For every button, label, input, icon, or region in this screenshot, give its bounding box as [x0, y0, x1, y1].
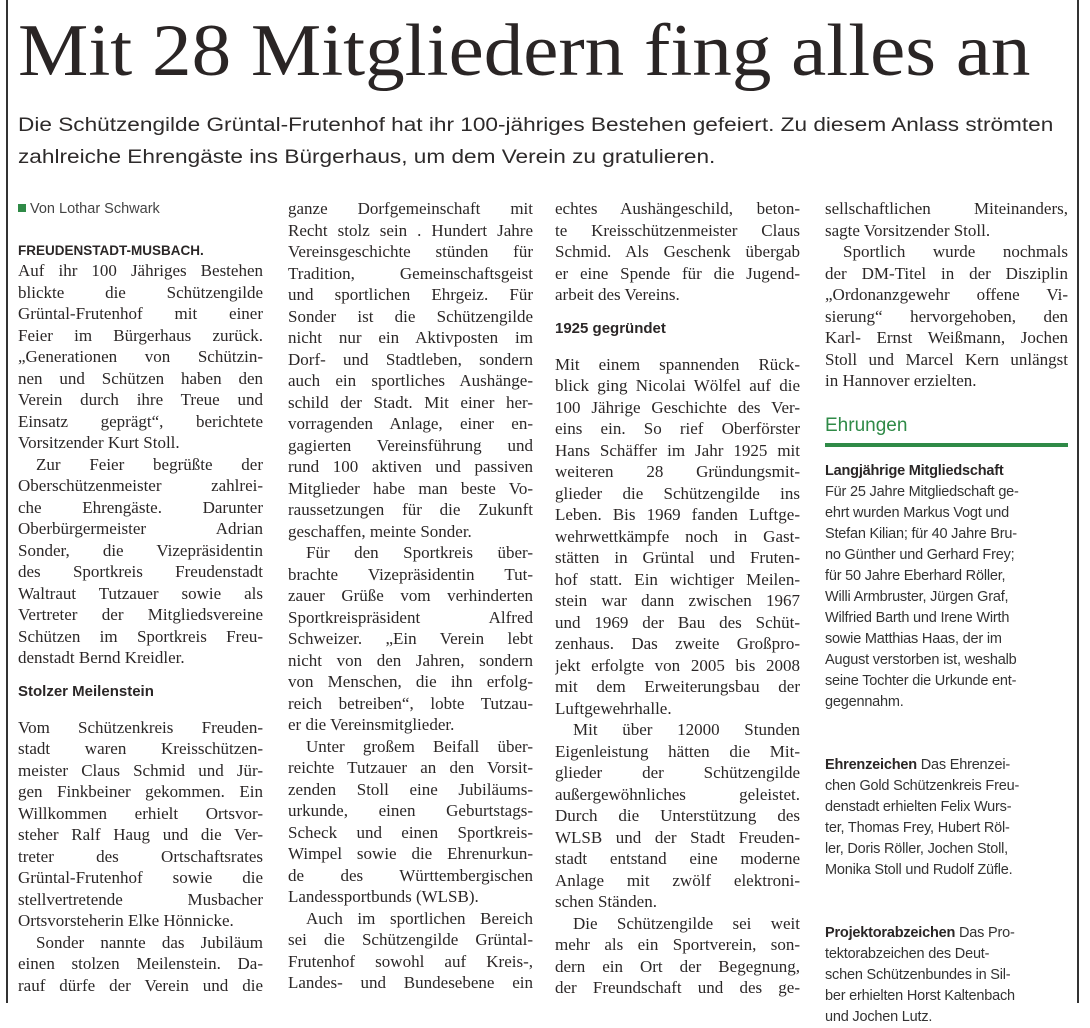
- info-box-line: [825, 860, 1068, 881]
- paragraph-line: Scheck und einen Sportkreis-: [288, 822, 533, 842]
- info-box-line: [825, 797, 1068, 818]
- article-column-4: [825, 198, 1068, 1028]
- paragraph-line: Landessportbunds (WLSB).: [288, 887, 479, 906]
- paragraph-line: geschaffen, meinte Sonder.: [288, 521, 472, 541]
- paragraph-line: che Ehrengäste. Darunter: [18, 497, 263, 517]
- paragraph-line: glieder die Schützengilde ins: [555, 483, 800, 503]
- info-box-lead: Projektorabzeichen: [825, 924, 956, 941]
- paragraph-line: gen Finkbeiner gekommen. Ein: [18, 782, 263, 801]
- info-box-line: [825, 839, 1068, 860]
- subheading-text: Langjährige Mitgliedschaft: [825, 462, 1004, 479]
- info-box-text: ler, Doris Röller, Jochen Stoll,: [825, 840, 1008, 857]
- paragraph-line: Frutenhof sowohl auf Kreis-,: [288, 951, 533, 971]
- paragraph-line: Schweizer. „Ein Verein lebt: [288, 629, 533, 648]
- paragraph-line: „Ordonanzgewehr offene Vi-: [825, 285, 1068, 304]
- paragraph-line: Sonder, die Vizepräsidentin: [18, 540, 263, 560]
- info-box-text: Wilfried Barth und Irene Wirth: [825, 609, 1010, 626]
- info-box-text: Das Ehrenzei-: [916, 756, 1010, 773]
- paragraph-line: 100 Jährige Geschichte des Ver-: [555, 397, 800, 417]
- info-box-text: ehrt wurden Markus Vogt und: [825, 504, 1010, 521]
- info-box-text: sowie Matthias Haas, der im: [825, 630, 1002, 647]
- paragraph-line: Oberschützenmeister zahlrei-: [18, 476, 263, 495]
- paragraph-line: der DM-Titel in der Disziplin: [825, 263, 1068, 283]
- paragraph-line: eins ein. So rief Oberförster: [555, 419, 800, 438]
- paragraph-line: Stoll und Marcel Kern unlängst: [825, 349, 1068, 369]
- paragraph-line: urkunde, einen Geburtstags-: [288, 801, 533, 820]
- paragraph-line: Vertreter der Mitgliedsvereine: [18, 605, 263, 624]
- paragraph-line: stätten in Grüntal und Fruten-: [555, 548, 800, 567]
- paragraph-line: Die Schützengilde sei weit: [573, 913, 800, 933]
- paragraph-line: treter des Ortschaftsrates: [18, 846, 263, 866]
- paragraph-line: Durch die Unterstützung des: [555, 806, 800, 825]
- paragraph-line: ganze Dorfgemeinschaft mit: [288, 199, 533, 218]
- info-box-line: [825, 566, 1068, 587]
- info-box-line: [825, 965, 1068, 986]
- paragraph-line: Unter großem Beifall über-: [306, 736, 533, 756]
- paragraph-line: Sportlich wurde nochmals: [843, 242, 1068, 261]
- info-box-rule: [825, 443, 1068, 447]
- info-box-line: [825, 671, 1068, 692]
- paragraph-line: zenhaus. Das zweite Großpro-: [555, 634, 800, 653]
- subtitle-line: Die Schützengilde Grüntal-Frutenhof hat ihr 100-jähriges Bestehen gefeiert. Zu diesem Anlass strömten: [18, 115, 1054, 136]
- dateline: FREUDENSTADT-MUSBACH.: [18, 243, 204, 258]
- info-box-text: Das Pro-: [955, 924, 1015, 941]
- info-box-line: [825, 923, 1068, 944]
- info-box-line: [825, 818, 1068, 839]
- paragraph-line: Einsatz geprägt“, berichtete: [18, 411, 263, 431]
- info-box-subheading: [825, 461, 1068, 482]
- info-box-line: [825, 944, 1068, 965]
- paragraph-line: Mit einem spannenden Rück-: [555, 354, 800, 374]
- headline: Mit 28 Mitgliedern fing alles an: [18, 10, 1031, 92]
- paragraph-line: Oberbürgermeister Adrian: [18, 519, 263, 538]
- info-box-text: Monika Stoll und Rudolf Züfle.: [825, 861, 1013, 878]
- paragraph-line: Leben. Bis 1969 fanden Luftge-: [555, 505, 800, 524]
- paragraph-line: einen stolzen Meilenstein. Da-: [18, 954, 263, 973]
- paragraph-line: Verein durch ihre Treue und: [18, 390, 263, 409]
- paragraph-line: Tradition, Gemeinschaftsgeist: [288, 263, 533, 283]
- paragraph-line: Anlage mit zwölf elektroni-: [555, 870, 800, 890]
- info-box-text: no Günther und Gerhard Frey;: [825, 546, 1015, 563]
- paragraph-line: des Sportkreis Freudenstadt: [18, 562, 263, 581]
- info-box-text: seine Tochter die Urkunde ent-: [825, 672, 1017, 689]
- paragraph-line: Auf ihr 100 Jähriges Bestehen: [18, 261, 263, 280]
- paragraph-line: mehr als ein Sportverein, son-: [555, 935, 800, 954]
- info-box-line: [825, 650, 1068, 671]
- paragraph-line: Landes- und Bundesebene ein: [288, 973, 533, 992]
- paragraph-line: reichte Tutzauer an den Vorsit-: [288, 758, 533, 777]
- paragraph-line: außergewöhnliches geleistet.: [555, 784, 800, 804]
- paragraph-line: steher Ralf Haug und die Ver-: [18, 825, 263, 844]
- byline-marker-icon: [18, 204, 26, 212]
- paragraph-line: Sonder ist die Schützengilde: [288, 306, 533, 326]
- paragraph-line: glieder der Schützengilde: [555, 763, 800, 782]
- paragraph-line: stellvertretende Musbacher: [18, 889, 263, 909]
- info-box-text: ber erhielten Horst Kaltenbach: [825, 987, 1015, 1004]
- paragraph-line: Vorsitzender Kurt Stoll.: [18, 433, 180, 452]
- info-box-line: [825, 524, 1068, 545]
- paragraph-line: Mitglieder habe man beste Vo-: [288, 478, 533, 498]
- paragraph-line: Vereinsgeschichte stünden für: [288, 242, 533, 261]
- paragraph-line: sei die Schützengilde Grüntal-: [288, 930, 533, 949]
- paragraph-line: de des Württembergischen: [288, 865, 533, 885]
- paragraph-line: zenden Stoll eine Jubiläums-: [288, 779, 533, 799]
- paragraph-line: stadt entstand eine moderne: [555, 849, 800, 868]
- paragraph-line: Luftgewehrhalle.: [555, 698, 672, 718]
- paragraph-line: vorragenden Anlage, einer en-: [288, 414, 533, 433]
- paragraph-line: Sonder nannte das Jubiläum: [36, 932, 263, 952]
- paragraph-line: auch ein sportliches Aushänge-: [288, 371, 533, 390]
- paragraph-line: Eigenleistung hätten die Mit-: [555, 741, 800, 761]
- info-box-text: für 50 Jahre Eberhard Röller,: [825, 567, 1006, 584]
- paragraph-line: blick ging Nicolai Wölfel auf die: [555, 376, 800, 395]
- paragraph-line: Zur Feier begrüßte der: [36, 454, 263, 474]
- paragraph-line: raussetzungen für die Zukunft: [288, 500, 533, 519]
- byline: [18, 198, 263, 220]
- section-heading: 1925 gegründet: [555, 319, 666, 337]
- paragraph-line: wehrwettkämpfe noch in Gast-: [555, 526, 800, 546]
- paragraph-line: rauf dürfe der Verein und die: [18, 975, 263, 995]
- info-box-line: [825, 692, 1068, 713]
- paragraph-line: zauer Grüße vom verhinderten: [288, 586, 533, 605]
- info-box-title: Ehrungen: [825, 414, 908, 436]
- info-box-lead: Ehrenzeichen: [825, 756, 917, 773]
- paragraph-line: sierung“ hervorgehoben, den: [825, 306, 1068, 326]
- paragraph-line: und sportlichen Ehrgeiz. Für: [288, 285, 533, 304]
- paragraph-line: te Kreisschützenmeister Claus: [555, 220, 800, 240]
- paragraph-line: von Menschen, die ihn erfolg-: [288, 672, 533, 691]
- frame-left-border: [6, 0, 8, 1003]
- paragraph-line: Wimpel sowie die Ehrenurkun-: [288, 844, 533, 863]
- paragraph-line: Feier im Bürgerhaus zurück.: [18, 325, 263, 345]
- paragraph-line: Schmid. Als Geschenk übergab: [555, 242, 800, 261]
- paragraph-line: dern ein Ort der Begegnung,: [555, 956, 800, 976]
- paragraph-line: sellschaftlichen Miteinanders,: [825, 199, 1068, 218]
- article-column-3: [555, 198, 800, 999]
- paragraph-line: echtes Aushängeschild, beton-: [555, 199, 800, 218]
- info-box-line: [825, 755, 1068, 776]
- paragraph-line: stein war dann zwischen 1967: [555, 591, 800, 610]
- info-box-line: [825, 545, 1068, 566]
- paragraph-line: denstadt Bernd Kreidler.: [18, 648, 185, 667]
- paragraph-line: Vom Schützenkreis Freuden-: [18, 717, 263, 737]
- info-box-text: chen Gold Schützenkreis Freu-: [825, 777, 1020, 794]
- paragraph-line: er die Vereinsmitglieder.: [288, 715, 455, 734]
- article-column-1: [18, 198, 263, 996]
- paragraph-line: arbeit des Vereins.: [555, 285, 680, 304]
- article-column-2: [288, 198, 533, 994]
- paragraph-line: Schützen im Sportkreis Freu-: [18, 626, 263, 646]
- spacer: [825, 881, 1068, 923]
- paragraph-line: Hans Schäffer im Jahr 1925 mit: [555, 440, 800, 460]
- paragraph-line: Dorf- und Stadtleben, sondern: [288, 349, 533, 369]
- info-box-text: August verstorben ist, weshalb: [825, 651, 1017, 668]
- info-box-text: Stefan Kilian; für 40 Jahre Bru-: [825, 525, 1017, 542]
- paragraph-line: meister Claus Schmid und Jür-: [18, 760, 263, 780]
- info-box-line: [825, 587, 1068, 608]
- paragraph-line: gagierten Vereinsführung und: [288, 435, 533, 455]
- info-box-text: und Jochen Lutz.: [825, 1008, 933, 1025]
- paragraph-line: weiteren 28 Gründungsmit-: [555, 462, 800, 481]
- info-box-line: [825, 608, 1068, 629]
- paragraph-line: rund 100 aktiven und passiven: [288, 457, 533, 476]
- paragraph-line: nen und Schützen haben den: [18, 368, 263, 388]
- paragraph-line: Recht stolz sein . Hundert Jahre: [288, 220, 533, 240]
- info-box-text: gegennahm.: [825, 693, 904, 710]
- paragraph-line: stadt waren Kreisschützen-: [18, 739, 263, 758]
- paragraph-line: der Freundschaft und des ge-: [555, 978, 800, 997]
- info-box-line: [825, 1007, 1068, 1028]
- info-box-text: tektorabzeichen des Deut-: [825, 945, 990, 962]
- paragraph-line: schild der Stadt. Mit einer her-: [288, 392, 533, 412]
- section-heading: Stolzer Meilenstein: [18, 682, 154, 700]
- paragraph-line: Grüntal-Frutenhof sowie die: [18, 868, 263, 887]
- spacer: [825, 713, 1068, 755]
- frame-right-border: [1077, 0, 1079, 1003]
- info-box-text: ter, Thomas Frey, Hubert Röl-: [825, 819, 1010, 836]
- paragraph-line: Ortsvorsteherin Elke Hönnicke.: [18, 911, 234, 930]
- paragraph-line: nicht nur ein Aktivposten im: [288, 328, 533, 347]
- paragraph-line: Mit über 12000 Stunden: [573, 720, 800, 739]
- subtitle-line: zahlreiche Ehrengäste ins Bürgerhaus, um dem Verein zu gratulieren.: [18, 147, 716, 168]
- paragraph-line: und 1969 der Bau des Schüt-: [555, 612, 800, 632]
- info-box-line: [825, 629, 1068, 650]
- info-box-text: Für 25 Jahre Mitgliedschaft ge-: [825, 483, 1019, 500]
- paragraph-line: Karl- Ernst Weißmann, Jochen: [825, 328, 1068, 347]
- paragraph-line: brachte Vizepräsidentin Tut-: [288, 564, 533, 584]
- byline-author: Von Lothar Schwark: [30, 201, 160, 217]
- paragraph-line: in Hannover erzielten.: [825, 371, 977, 390]
- paragraph-line: reich betreiben“, lobte Tutzau-: [288, 693, 533, 713]
- paragraph-line: hof statt. Ein wichtiger Meilen-: [555, 569, 800, 589]
- paragraph-line: Willkommen erhielt Ortsvor-: [18, 803, 263, 823]
- paragraph-line: Auch im sportlichen Bereich: [306, 908, 533, 928]
- info-box-text: schen Schützenbundes in Sil-: [825, 966, 1011, 983]
- paragraph-line: Waltraut Tutzauer sowie als: [18, 583, 263, 603]
- paragraph-line: „Generationen von Schützin-: [18, 347, 263, 366]
- info-box-line: [825, 986, 1068, 1007]
- paragraph-line: Für den Sportkreis über-: [306, 543, 533, 562]
- subtitle: [18, 110, 1054, 174]
- paragraph-line: mit dem Erweiterungsbau der: [555, 677, 800, 696]
- paragraph-line: Grüntal-Frutenhof mit einer: [18, 304, 263, 323]
- paragraph-line: nicht von den Jahren, sondern: [288, 650, 533, 670]
- paragraph-line: schen Ständen.: [555, 892, 657, 911]
- info-box-text: denstadt erhielten Felix Wurs-: [825, 798, 1012, 815]
- info-box-line: [825, 776, 1068, 797]
- paragraph-line: Sportkreispräsident Alfred: [288, 607, 533, 627]
- info-box-text: Willi Armbruster, Jürgen Graf,: [825, 588, 1009, 605]
- paragraph-line: er eine Spende für die Jugend-: [555, 263, 800, 283]
- paragraph-line: blickte die Schützengilde: [18, 282, 263, 302]
- paragraph-line: sagte Vorsitzender Stoll.: [825, 220, 991, 240]
- paragraph-line: WLSB und der Stadt Freuden-: [555, 827, 800, 847]
- info-box-line: [825, 503, 1068, 524]
- paragraph-line: jekt erfolgte von 2005 bis 2008: [555, 655, 800, 675]
- info-box-line: [825, 482, 1068, 503]
